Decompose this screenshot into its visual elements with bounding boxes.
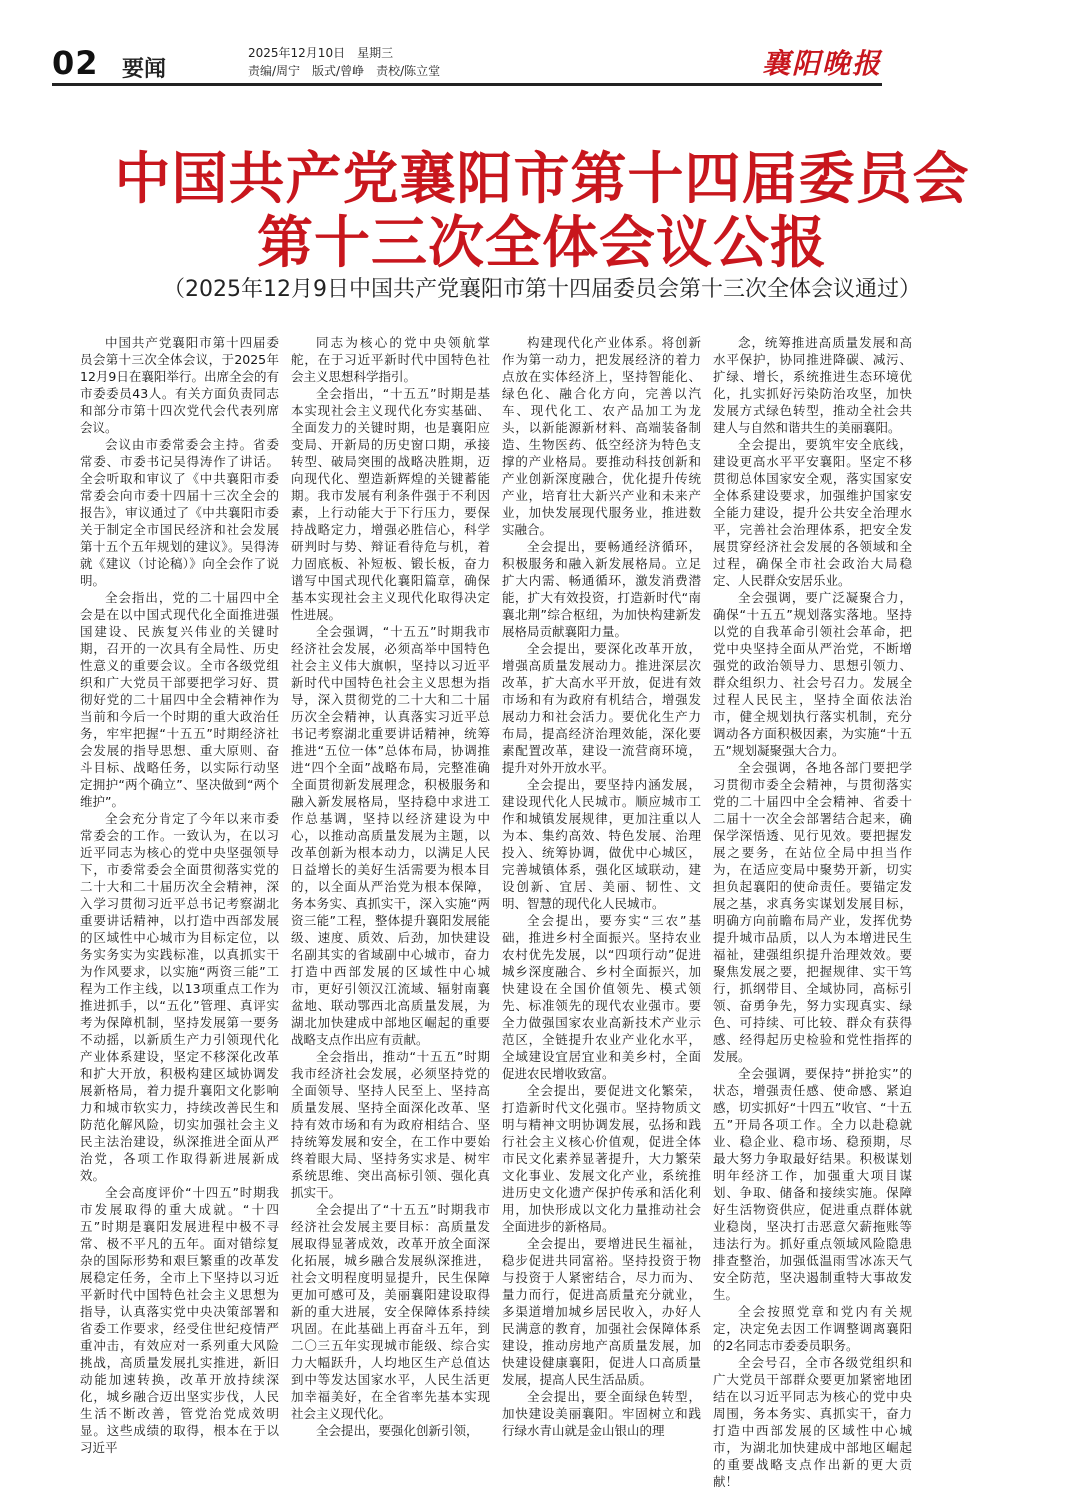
issue-date: 2025年12月10日 星期三	[248, 46, 394, 60]
article-paragraph: 全会提出，要增进民生福祉，稳步促进共同富裕。坚持投资于物与投资于人紧密结合，尽力而为、量力而行，促进高质量充分就业，多渠道增加城乡居民收入，办好人民满意的教育，加强社会保障体系建设，推动房地产高质量发展，加快建设健康襄阳，促进人口高质量发展，提高人民生活品质。	[502, 1236, 701, 1387]
article-paragraph: 全会提出，要筑牢安全底线，建设更高水平平安襄阳。坚定不移贯彻总体国家安全观，落实国家安全体系建设要求，加强维护国家安全能力建设，提升公共安全治理水平，完善社会治理体系，把安全发展贯穿经济社会发展的各领域和全过程，确保全市社会政治大局稳定、人民群众安居乐业。	[713, 437, 912, 588]
article-paragraph: 全会指出，党的二十届四中全会是在以中国式现代化全面推进强国建设、民族复兴伟业的关键时期，召开的一次具有全局性、历史性意义的重要会议。全市各级党组织和广大党员干部要把学习好、贯彻好党的二十届四中全会精神作为当前和今后一个时期的重大政治任务，牢牢把握“十五五”时期经济社会发展的指导思想、重大原则、奋斗目标、战略任务，以实际行动坚定拥护“两个确立”、坚决做到“两个维护”。	[80, 590, 279, 809]
header-rule	[52, 83, 882, 86]
article-paragraph: 全会强调，“十五五”时期我市经济社会发展，必须高举中国特色社会主义伟大旗帜，坚持以习近平新时代中国特色社会主义思想为指导，深入贯彻党的二十大和二十届历次全会精神，认真落实习近平总书记考察湖北重要讲话精神，统筹推进“五位一体”总体布局，协调推进“四个全面”战略布局，完整准确全面贯彻新发展理念，积极服务和融入新发展格局，坚持稳中求进工作总基调，坚持以经济建设为中心，以推动高质量发展为主题，以改革创新为根本动力，以满足人民日益增长的美好生活需要为根本目的，以全面从严治党为根本保障，务本务实、真抓实干，深入实施“两资三能”工程，整体提升襄阳发展能级、速度、质效、后劲，加快建设名副其实的省域副中心城市，奋力打造中西部发展的区域性中心城市，更好引领汉江流域、辐射南襄盆地、联动鄂西北高质量发展，为湖北加快建成中部地区崛起的重要战略支点作出应有贡献。	[291, 624, 490, 1047]
article-paragraph: 会议由市委常委会主持。省委常委、市委书记吴得涛作了讲话。全会听取和审议了《中共襄阳市委常委会向市委十四届十三次全会的报告》，审议通过了《中共襄阳市委关于制定全市国民经济和社会发展第十五个五年规划的建议》。吴得涛就《建议（讨论稿）》向全会作了说明。	[80, 437, 279, 588]
article-paragraph: 全会提出，要促进文化繁荣，打造新时代文化强市。坚持物质文明与精神文明协调发展，弘扬和践行社会主义核心价值观，促进全体市民文化素养显著提升，大力繁荣文化事业、发展文化产业，系统推进历史文化遗产保护传承和活化利用，加快形成以文化力量推动社会全面进步的新格局。	[502, 1083, 701, 1234]
article-paragraph: 全会强调，要广泛凝聚合力，确保“十五五”规划落实落地。坚持以党的自我革命引领社会革命，把党中央坚持全面从严治党，不断增强党的政治领导力、思想引领力、群众组织力、社会号召力。发展全过程人民民主，坚持全面依法治市，健全规划执行落实机制，充分调动各方面积极因素，为实施“十五五”规划凝聚强大合力。	[713, 590, 912, 758]
article-paragraph: 全会强调，要保持“拼抢实”的状态，增强责任感、使命感、紧迫感，切实抓好“十四五”收官、“十五五”开局各项工作。全力以赴稳就业、稳企业、稳市场、稳预期，尽最大努力争取最好结果。积极谋划明年经济工作，加强重大项目谋划、争取、储备和接续实施。保障好生活物资供应，促进重点群体就业稳岗，坚决打击恶意欠薪拖账等违法行为。抓好重点领域风险隐患排查整治，加强低温雨雪冰冻天气安全防范，坚决遏制重特大事故发生。	[713, 1066, 912, 1302]
article-paragraph: 全会提出，要强化创新引领，	[316, 1423, 479, 1438]
article-paragraph: 全会高度评价“十四五”时期我市发展取得的重大成就。“十四五”时期是襄阳发展进程中极不寻常、极不平凡的五年。面对错综复杂的国际形势和艰巨繁重的改革发展稳定任务，全市上下坚持以习近平新时代中国特色社会主义思想为指导，认真落实党中央决策部署和省委工作要求，经受住世纪疫情严重冲击，有效应对一系列重大风险挑战，高质量发展扎实推进，新旧动能加速转换，改革开放持续深化，城乡融合迈出坚实步伐，人民生活不断改善，管党治党成效明显。这些成绩的取得，根本在于以习近平	[80, 1185, 279, 1455]
article-paragraph: 全会提出了“十五五”时期我市经济社会发展主要目标：高质量发展取得显著成效，改革开放全面深化拓展，城乡融合发展纵深推进，社会文明程度明显提升，民生保障更加可感可及，美丽襄阳建设取得新的重大进展，安全保障体系持续巩固。在此基础上再奋斗五年，到二〇三五年实现城市能级、综合实力大幅跃升，人均地区生产总值达到中等发达国家水平，人民生活更加幸福美好，在全省率先基本实现社会主义现代化。	[291, 1202, 490, 1421]
article-paragraph: 全会提出，要全面绿色转型，加快建设美丽襄阳。牢固树立和践行绿水青山就是金山银山的理	[502, 1389, 701, 1438]
article-paragraph: 全会充分肯定了今年以来市委常委会的工作。一致认为，在以习近平同志为核心的党中央坚强领导下，市委常委会全面贯彻落实党的二十大和二十届历次全会精神，深入学习贯彻习近平总书记考察湖北重要讲话精神，以打造中西部发展的区域性中心城市为目标定位，以务实务实为实践标准，以真抓实干为作风要求，以实施“两资三能”工程为工作主线，以13项重点工作为推进抓手，以“五化”管理、真评实考为保障机制，坚持发展第一要务不动摇，以新质生产力引领现代化产业体系建设，坚定不移深化改革和扩大开放，积极构建区域协调发展新格局，着力提升襄阳文化影响力和城市软实力，持续改善民生和防范化解风险，切实加强社会主义民主法治建设，纵深推进全面从严治党，各项工作取得新进展新成效。	[80, 811, 279, 1183]
article-paragraph: 全会提出，要夯实“三农”基础，推进乡村全面振兴。坚持农业农村优先发展，以“四项行动”促进城乡深度融合、乡村全面振兴，加快建设在全国价值领先、模式领先、标准领先的现代农业强市。要全力做强国家农业高新技术产业示范区，全链提升农业产业化水平，全域建设宜居宜业和美乡村，全面促进农民增收致富。	[502, 913, 701, 1081]
article-paragraph: 构建现代化产业体系。将创新作为第一动力，把发展经济的着力点放在实体经济上，坚持智能化、绿色化、融合化方向，完善以汽车、现代化工、农产品加工为龙头，以新能源新材料、高端装备制造、生物医药、低空经济为特色支撑的产业格局。要推动科技创新和产业创新深度融合，优化提升传统产业，培育壮大新兴产业和未来产业，加快发展现代服务业，推进数实融合。	[502, 335, 701, 537]
headline-line-2: 第十三次全体会议公报	[257, 211, 827, 276]
page-number: 02	[52, 44, 99, 82]
article-paragraph: 全会强调，各地各部门要把学习贯彻市委全会精神，与贯彻落实党的二十届四中全会精神、省委十二届十一次全会部署结合起来，确保学深悟透、见行见效。要把握发展之要务，在站位全局中担当作为，在适应变局中聚势开新，切实担负起襄阳的使命责任。要锚定发展之基，求真务实谋划发展目标，明确方向前瞻布局产业，发挥优势提升城市品质，以人为本增进民生福祉，建强组织提升治理效效。要聚焦发展之要，把握规律、实干笃行，抓纲带目、全域协同，高标引领、奋勇争先，努力实现真实、绿色、可持续、可比较、群众有获得感、经得起历史检验和党性指挥的发展。	[713, 760, 912, 1064]
section-name: 要闻	[122, 57, 167, 82]
masthead	[52, 42, 882, 84]
article-paragraph: 全会指出，“十五五”时期是基本实现社会主义现代化夯实基础、全面发力的关键时期，也是襄阳应变局、开新局的历史窗口期，承接转型、破局突围的战略决胜期，迈向现代化、塑造新辉煌的关键蓄能期。我市发展有利条件强于不利因素，上行动能大于下行压力，要保持战略定力，增强必胜信心，科学研判时与势、辩证看待危与机，着力固底板、补短板、锻长板，奋力谱写中国式现代化襄阳篇章，确保基本实现社会主义现代化取得决定性进展。	[291, 386, 490, 622]
article-body	[80, 334, 914, 1489]
article-paragraph: 同志为核心的党中央领航掌舵，在于习近平新时代中国特色社会主义思想科学指引。	[291, 335, 490, 384]
headline-subtitle: （2025年12月9日中国共产党襄阳市第十四届委员会第十三次全体会议通过）	[163, 277, 921, 302]
article-paragraph: 中国共产党襄阳市第十四届委员会第十三次全体会议，于2025年12月9日在襄阳举行。出席全会的有市委委员43人。有关方面负责同志和部分市第十四次党代会代表列席会议。	[80, 335, 279, 435]
newspaper-logo: 襄阳晚报	[761, 47, 882, 80]
headline-line-1: 中国共产党襄阳市第十四届委员会	[114, 147, 970, 212]
article-paragraph: 全会提出，要深化改革开放，增强高质量发展动力。推进深层次改革，扩大高水平开放，促进有效市场和有为政府有机结合，增强发展动力和社会活力。要优化生产力布局，提高经济治理效能，深化要素配置改革，建设一流营商环境，提升对外开放水平。	[502, 641, 701, 775]
article-paragraph: 全会提出，要坚持内涵发展，建设现代化人民城市。顺应城市工作和城镇发展规律，更加注重以人为本、集约高效、特色发展、治理投入、统筹协调，做优中心城区，完善城镇体系，强化区域联动，建设创新、宜居、美丽、韧性、文明、智慧的现代化人民城市。	[502, 777, 701, 911]
article-paragraph: 念，统筹推进高质量发展和高水平保护，协同推进降碳、减污、扩绿、增长，系统推进生态环境优化，扎实抓好污染防治攻坚，加快发展方式绿色转型，推动全社会共建人与自然和谐共生的美丽襄阳。	[713, 335, 912, 435]
article-column-3	[502, 334, 701, 1438]
article-paragraph: 全会号召，全市各级党组织和广大党员干部群众要更加紧密地团结在以习近平同志为核心的党中央周围，务本务实、真抓实干，奋力打造中西部发展的区域性中心城市，为湖北加快建成中部地区崛起的重要战略支点作出新的更大贡献！	[713, 1355, 912, 1489]
issue-meta	[248, 44, 440, 80]
article-column-4	[713, 334, 912, 1489]
article-column-1	[80, 334, 279, 1455]
headline	[40, 148, 1044, 276]
article-paragraph: 全会按照党章和党内有关规定，决定免去因工作调整调离襄阳的2名同志市委委员职务。	[713, 1304, 912, 1353]
article-column-2	[291, 334, 490, 1438]
editor-credits: 责编/周宁 版式/曾峥 责校/陈立堂	[248, 64, 441, 78]
article-paragraph: 全会指出，推动“十五五”时期我市经济社会发展，必须坚持党的全面领导、坚持人民至上、坚持高质量发展、坚持全面深化改革、坚持有效市场和有为政府相结合、坚持统筹发展和安全，在工作中要始终着眼大局、坚持务实求是、树牢系统思维、突出高标引领、强化真抓实干。	[291, 1049, 490, 1200]
article-paragraph: 全会提出，要畅通经济循环，积极服务和融入新发展格局。立足扩大内需、畅通循环，激发消费潜能，扩大有效投资，打造新时代“南襄北荆”综合枢纽，为加快构建新发展格局贡献襄阳力量。	[502, 539, 701, 639]
